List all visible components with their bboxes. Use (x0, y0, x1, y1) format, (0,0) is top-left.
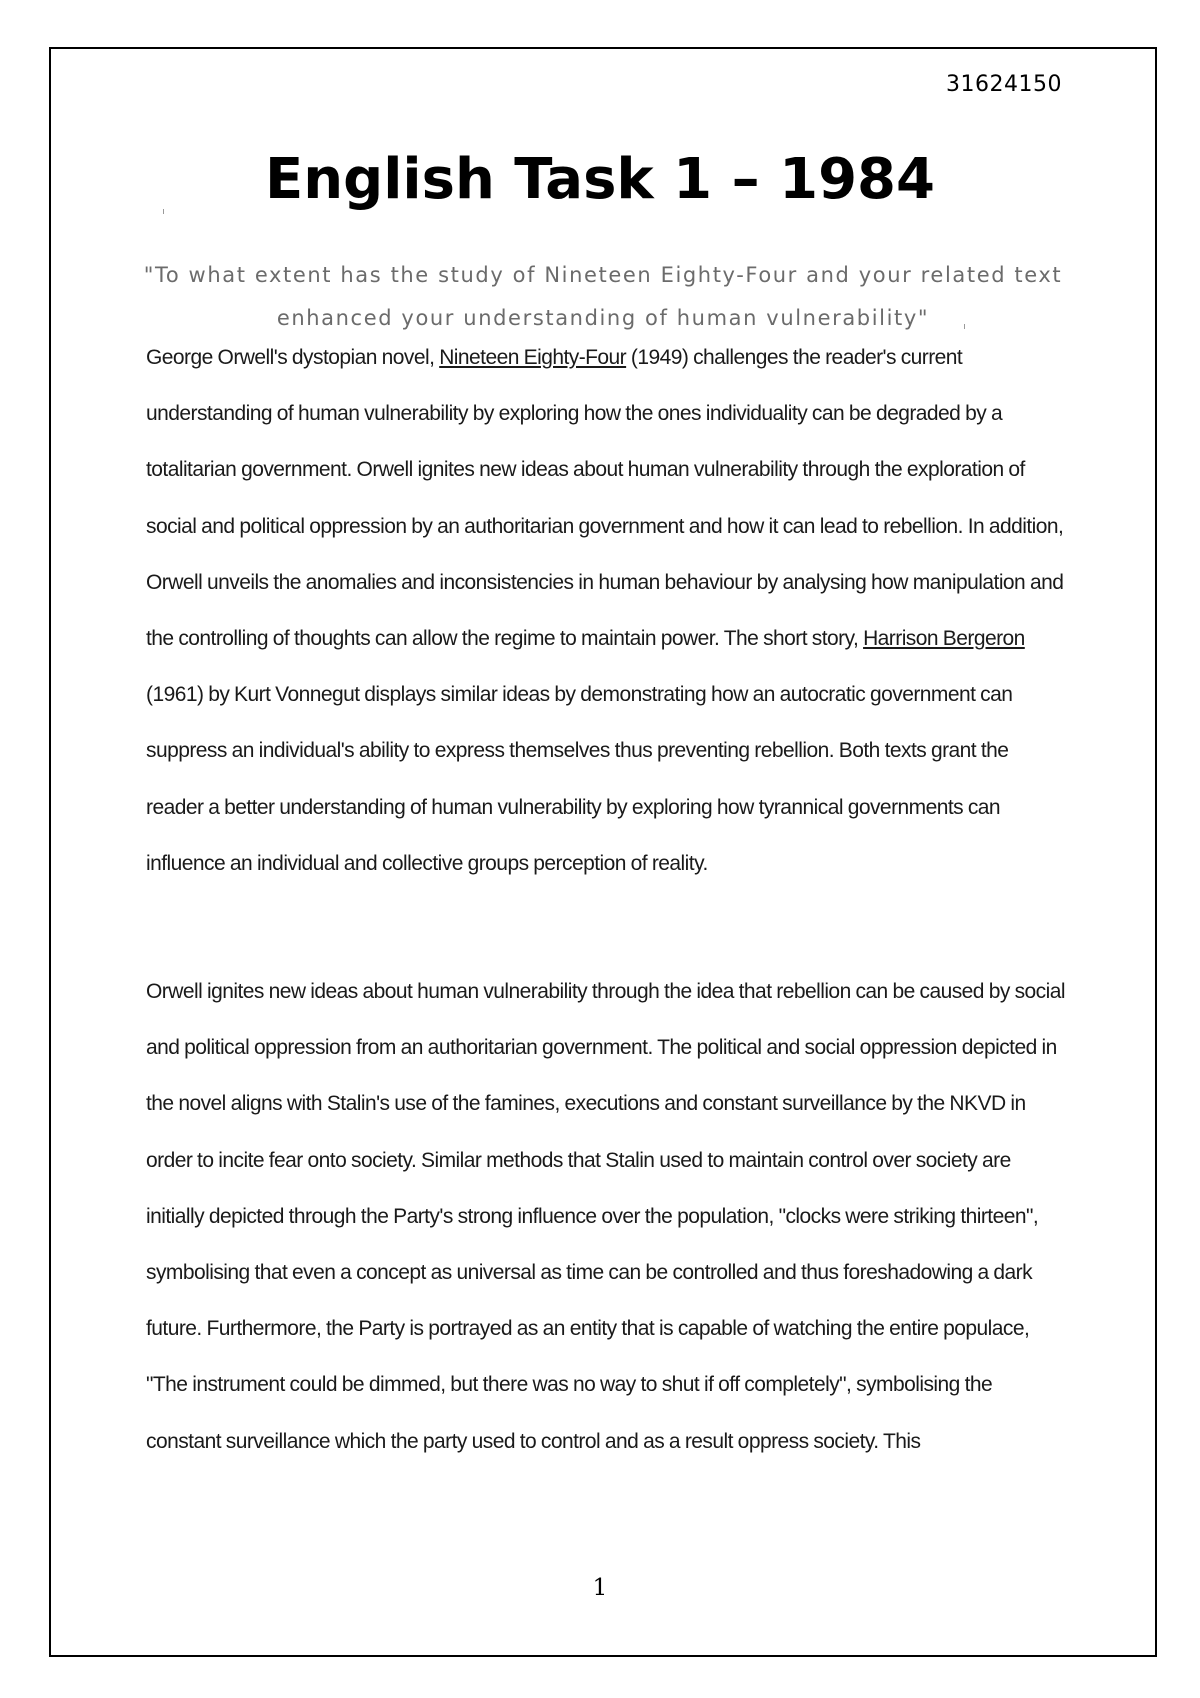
paragraph-body: Orwell ignites new ideas about human vulnerability through the idea that rebellion can be caused by social and political oppression from an authoritarian government. The political and social oppression depicted in the novel aligns with Stalin's use of the famines, executions and constant surveillance by the NKVD in order to incite fear onto society. Similar methods that Stalin used to maintain control over society are initially depicted through the Party's strong influence over the population, "clocks were striking thirteen", symbolising that even a concept as universal as time can be controlled and thus foreshadowing a dark future. Furthermore, the Party is portrayed as an entity that is capable of watching the entire populace, "The instrument could be dimmed, but there was no way to shut if off completely", symbolising the constant surveillance which the party used to control and as a result oppress society. This (146, 980, 1065, 1453)
document-title: English Task 1 – 1984 (265, 147, 935, 212)
story-title: Harrison Bergeron (863, 627, 1025, 651)
formatting-mark (964, 324, 965, 329)
paragraph-text: (1949) challenges the reader's current understanding of human vulnerability by exploring how the ones individuality can be degraded by a totalitarian government. Orwell ignites new ideas about human vulnerability through the exploration of social and political oppression by an authoritarian government and how it can lead to rebellion. In addition, Orwell unveils the anomalies and inconsistencies in human behaviour by analysing how manipulation and the controlling of thoughts can allow the regime to maintain power. The short story, (146, 346, 1064, 651)
paragraph-text: (1961) by Kurt Vonnegut displays similar ideas by demonstrating how an autocratic government can suppress an individual's ability to express themselves thus preventing rebellion. Both texts grant the reader a better understanding of human vulnerability by exploring how tyrannical governments can influence an individual and collective groups perception of reality. (146, 683, 1013, 875)
novel-title: Nineteen Eighty-Four (439, 346, 627, 369)
page-number: 1 (592, 1575, 608, 1601)
student-id: 31624150 (946, 72, 1062, 97)
essay-question: "To what extent has the study of Nineteen Eighty-Four and your related text enhanced your understanding of human vulnerability" (143, 263, 1063, 330)
paragraph-introduction (146, 330, 1068, 892)
paragraph-text: George Orwell's dystopian novel, (146, 346, 440, 369)
formatting-mark (163, 209, 164, 214)
